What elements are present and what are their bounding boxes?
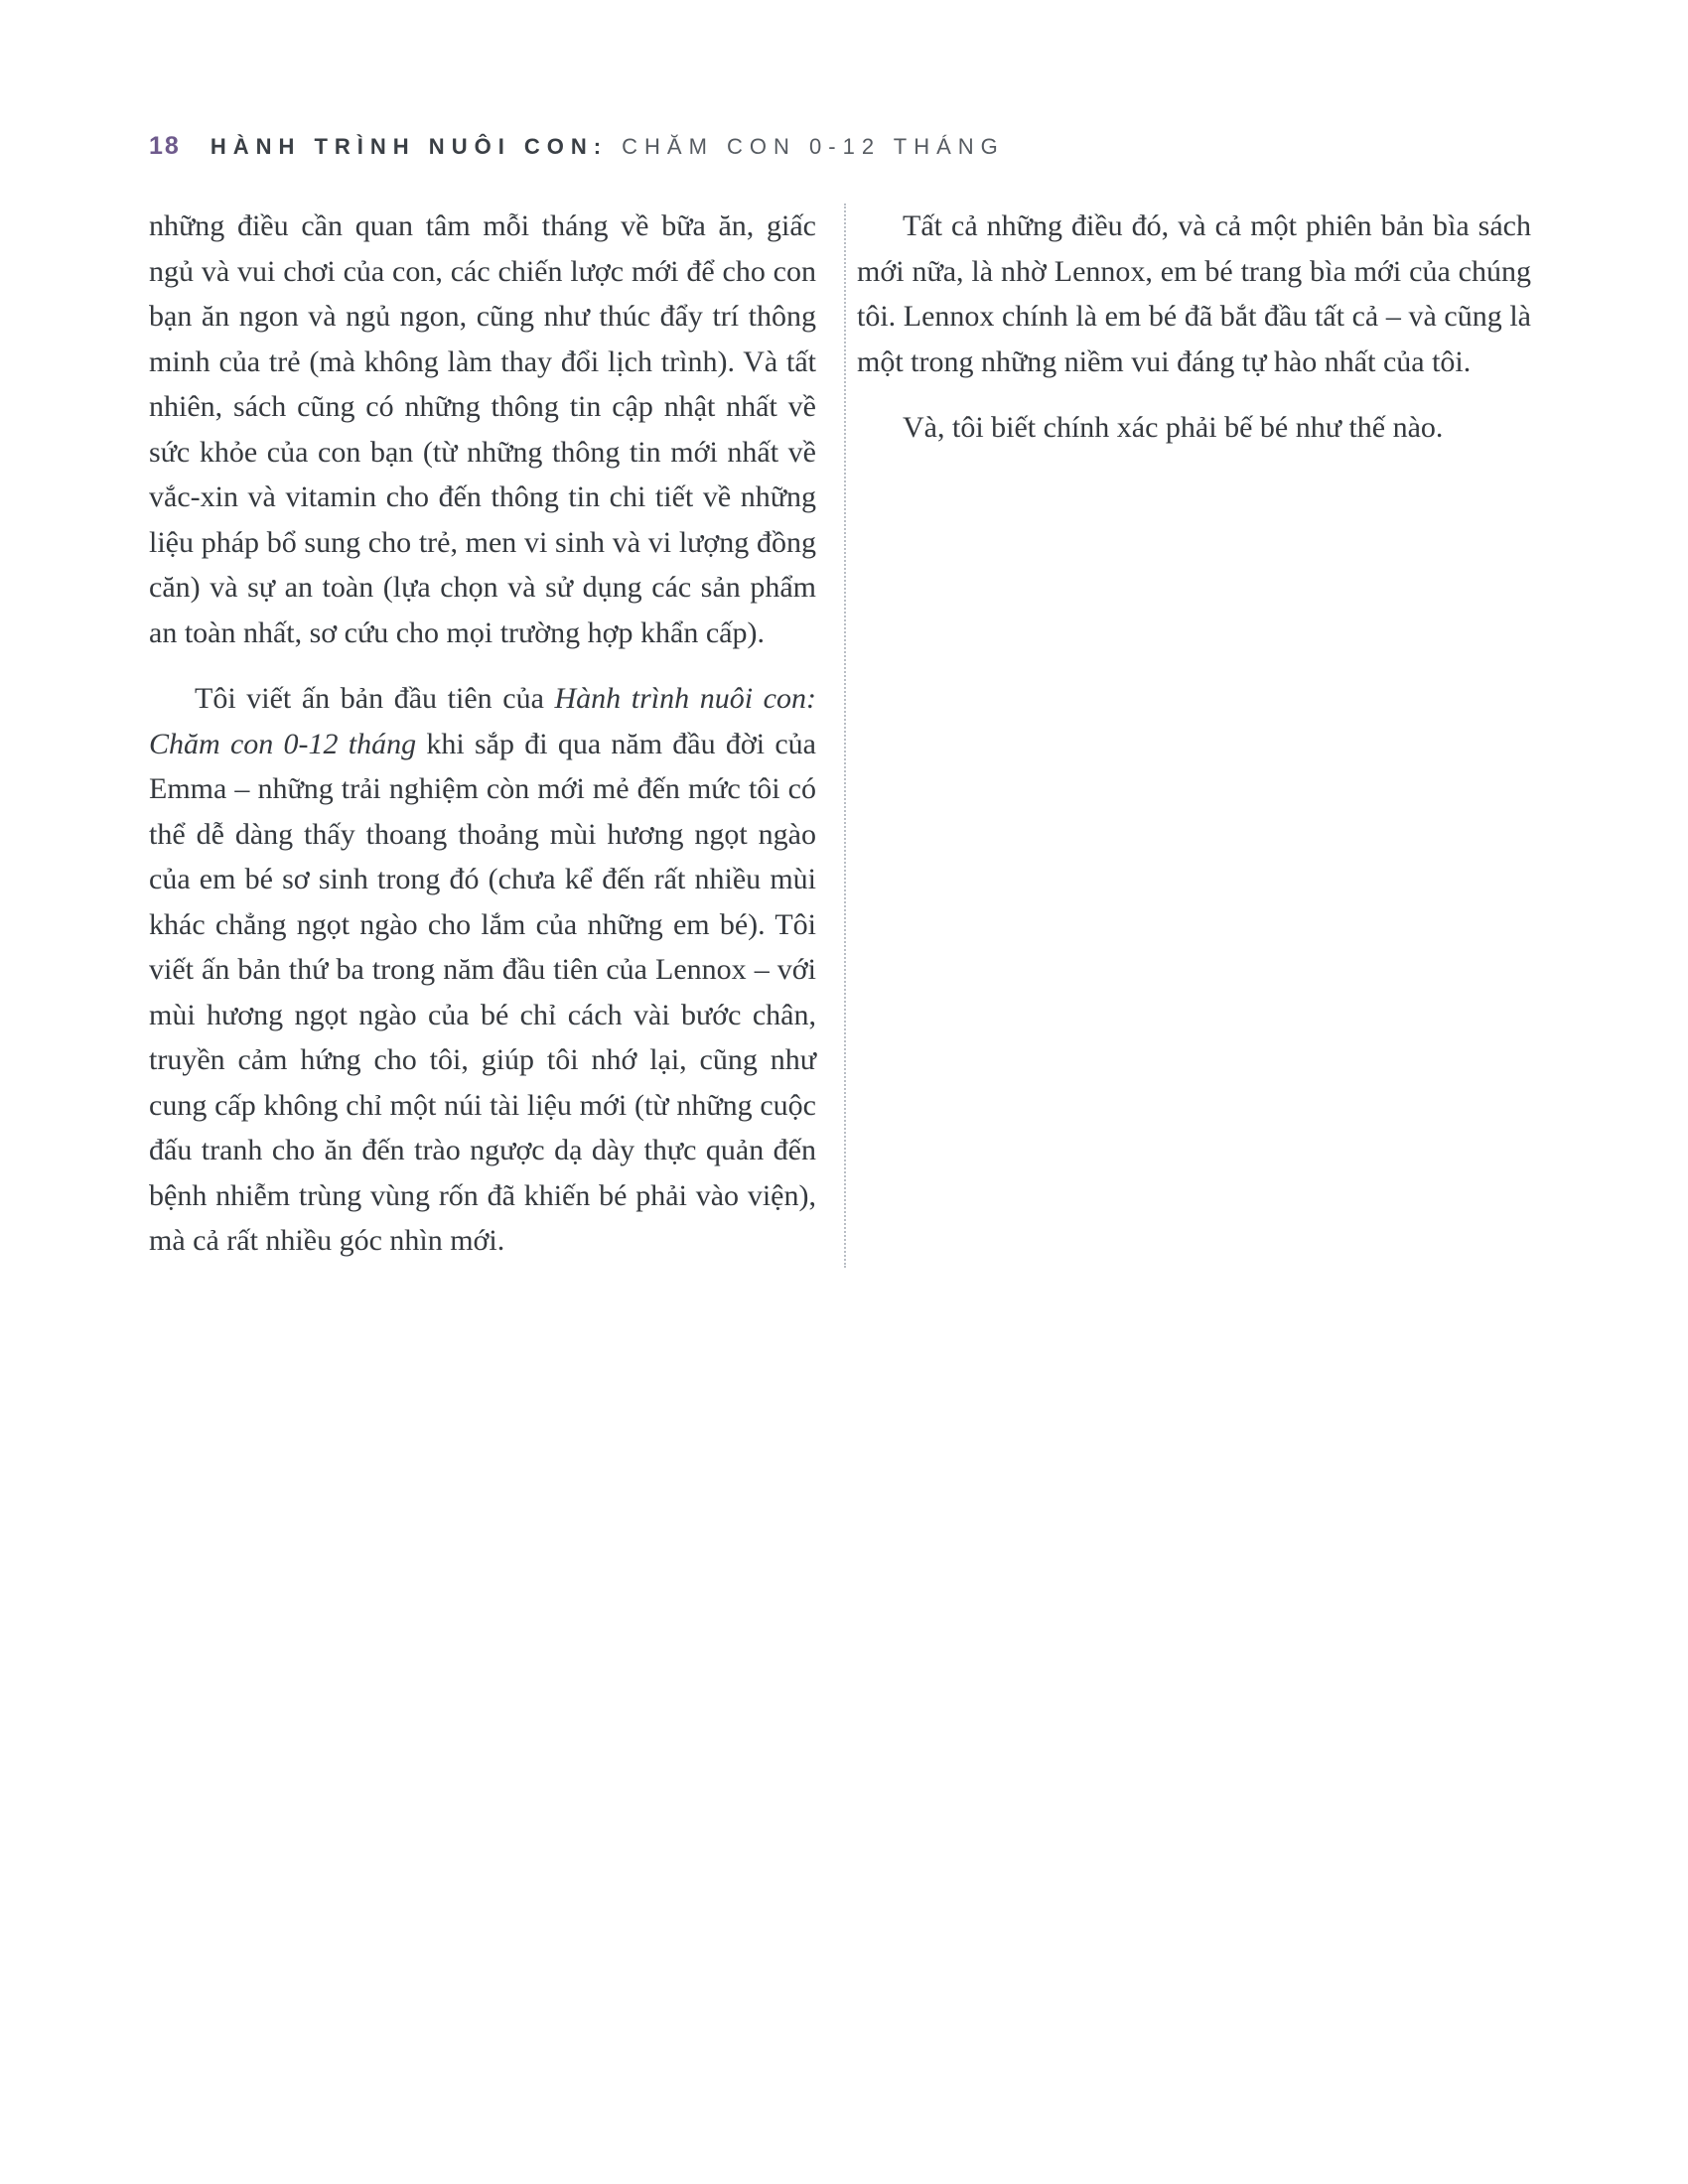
column-divider-dotted [844, 204, 846, 1268]
book-title-italic: Hành trình nuôi con: Chăm con 0-12 tháng [149, 682, 816, 760]
page-number: 18 [149, 132, 181, 160]
header-book-subtitle: CHĂM CON 0-12 THÁNG [622, 134, 1005, 159]
right-paragraph-1: Tất cả những điều đó, và cả một phiên bản bìa sách mới nữa, là nhờ Lennox, em bé trang bìa mới của chúng tôi. Lennox chính là em bé đã bắt đầu tất cả – và cũng là một trong những niềm vui đáng tự hào nhất của tôi. [857, 209, 1531, 378]
two-column-body [149, 204, 1531, 1285]
right-paragraph-2: Và, tôi biết chính xác phải bế bé như thế nào. [903, 411, 1444, 444]
running-header [149, 132, 1005, 161]
header-book-title: HÀNH TRÌNH NUÔI CON: [210, 134, 609, 159]
left-paragraph-2 [149, 676, 816, 1264]
left-paragraph-2-text-before: Tôi viết ấn bản đầu tiên của [195, 682, 555, 715]
right-column [857, 204, 1531, 472]
left-column [149, 204, 816, 1285]
left-paragraph-2-text-after: khi sắp đi qua năm đầu đời của Emma – những trải nghiệm còn mới mẻ đến mức tôi có thể dễ dàng thấy thoang thoảng mùi hương ngọt ngào của em bé sơ sinh trong đó (chưa kể đến rất nhiều mùi khác chẳng ngọt ngào cho lắm của những em bé). Tôi viết ấn bản thứ ba trong năm đầu tiên của Lennox – với mùi hương ngọt ngào của bé chỉ cách vài bước chân, truyền cảm hứng cho tôi, giúp tôi nhớ lại, cũng như cung cấp không chỉ một núi tài liệu mới (từ những cuộc đấu tranh cho ăn đến trào ngược dạ dày thực quản đến bệnh nhiễm trùng vùng rốn đã khiến bé phải vào viện), mà cả rất nhiều góc nhìn mới. [149, 727, 816, 1257]
left-paragraph-1: những điều cần quan tâm mỗi tháng về bữa ăn, giấc ngủ và vui chơi của con, các chiến lược mới để cho con bạn ăn ngon và ngủ ngon, cũng như thúc đẩy trí thông minh của trẻ (mà không làm thay đổi lịch trình). Và tất nhiên, sách cũng có những thông tin cập nhật nhất về sức khỏe của con bạn (từ những thông tin mới nhất về vắc-xin và vitamin cho đến thông tin chi tiết về những liệu pháp bổ sung cho trẻ, men vi sinh và vi lượng đồng căn) và sự an toàn (lựa chọn và sử dụng các sản phẩm an toàn nhất, sơ cứu cho mọi trường hợp khẩn cấp). [149, 209, 816, 649]
